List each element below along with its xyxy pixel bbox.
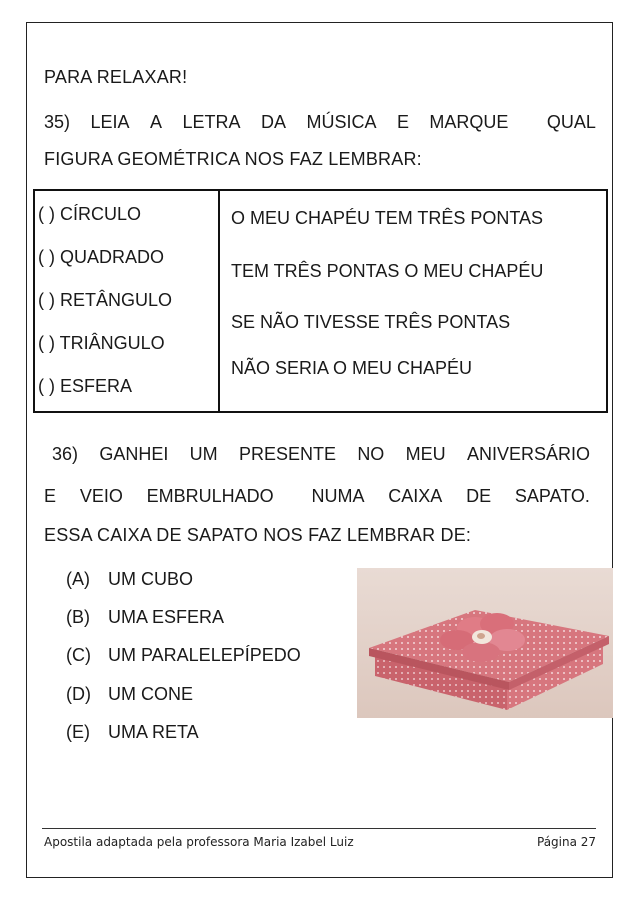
word: GANHEI <box>99 444 169 464</box>
option-retangulo[interactable]: ( ) RETÂNGULO <box>38 290 173 310</box>
q35-line-2: FIGURA GEOMÉTRICA NOS FAZ LEMBRAR: <box>44 149 422 169</box>
gift-box-illustration <box>357 568 613 718</box>
word: MÚSICA <box>306 112 377 132</box>
word: LETRA <box>182 112 241 132</box>
lyric-line: TEM TRÊS PONTAS O MEU CHAPÉU <box>231 261 544 281</box>
choice-text: UM PARALELEPÍPEDO <box>108 645 301 665</box>
word: 36) <box>52 444 79 464</box>
word: E <box>44 486 57 506</box>
word: QUAL <box>546 112 596 132</box>
choice-c[interactable] <box>66 644 301 666</box>
choice-letter: (B) <box>66 607 90 627</box>
lyric-line: SE NÃO TIVESSE TRÊS PONTAS <box>231 312 511 332</box>
word: LEIA <box>90 112 130 132</box>
word: CAIXA <box>388 486 443 506</box>
choice-text: UM CUBO <box>108 569 193 589</box>
word: E <box>396 112 409 132</box>
option-circulo[interactable]: ( ) CÍRCULO <box>38 204 141 224</box>
footer-author: Apostila adaptada pela professora Maria Izabel Luiz <box>44 835 354 849</box>
word: MEU <box>405 444 446 464</box>
word: SAPATO. <box>514 486 590 506</box>
word: DE <box>466 486 492 506</box>
word: 35) <box>44 112 71 132</box>
table-divider <box>218 189 220 413</box>
word: NUMA <box>311 486 365 506</box>
page-title: PARA RELAXAR! <box>44 67 188 87</box>
option-triangulo[interactable]: ( ) TRIÂNGULO <box>38 333 165 353</box>
q36-line-1 <box>52 443 590 465</box>
word: UM <box>189 444 218 464</box>
gift-box-photo <box>357 568 613 718</box>
q35-line-1 <box>44 111 596 133</box>
word: A <box>149 112 162 132</box>
choice-text: UMA ESFERA <box>108 607 225 627</box>
choice-e[interactable] <box>66 721 199 743</box>
lyric-line: O MEU CHAPÉU TEM TRÊS PONTAS <box>231 208 544 228</box>
word: ANIVERSÁRIO <box>466 444 590 464</box>
word: NO <box>357 444 385 464</box>
word: PRESENTE <box>238 444 336 464</box>
choice-letter: (C) <box>66 645 91 665</box>
q36-line-3: ESSA CAIXA DE SAPATO NOS FAZ LEMBRAR DE: <box>44 525 472 545</box>
choice-letter: (D) <box>66 684 91 704</box>
choice-d[interactable] <box>66 683 193 705</box>
word: DA <box>260 112 286 132</box>
page-number: Página 27 <box>537 835 597 849</box>
choice-letter: (A) <box>66 569 90 589</box>
choice-a[interactable] <box>66 568 193 590</box>
option-quadrado[interactable]: ( ) QUADRADO <box>38 247 164 267</box>
word: MARQUE <box>429 112 509 132</box>
word: EMBRULHADO <box>146 486 274 506</box>
q36-line-2 <box>44 485 590 507</box>
choice-b[interactable] <box>66 606 224 628</box>
choice-letter: (E) <box>66 722 90 742</box>
lyric-line: NÃO SERIA O MEU CHAPÉU <box>231 358 473 378</box>
word: VEIO <box>79 486 123 506</box>
choice-text: UMA RETA <box>108 722 199 742</box>
footer-divider <box>42 828 596 829</box>
option-esfera[interactable]: ( ) ESFERA <box>38 376 133 396</box>
choice-text: UM CONE <box>108 684 193 704</box>
